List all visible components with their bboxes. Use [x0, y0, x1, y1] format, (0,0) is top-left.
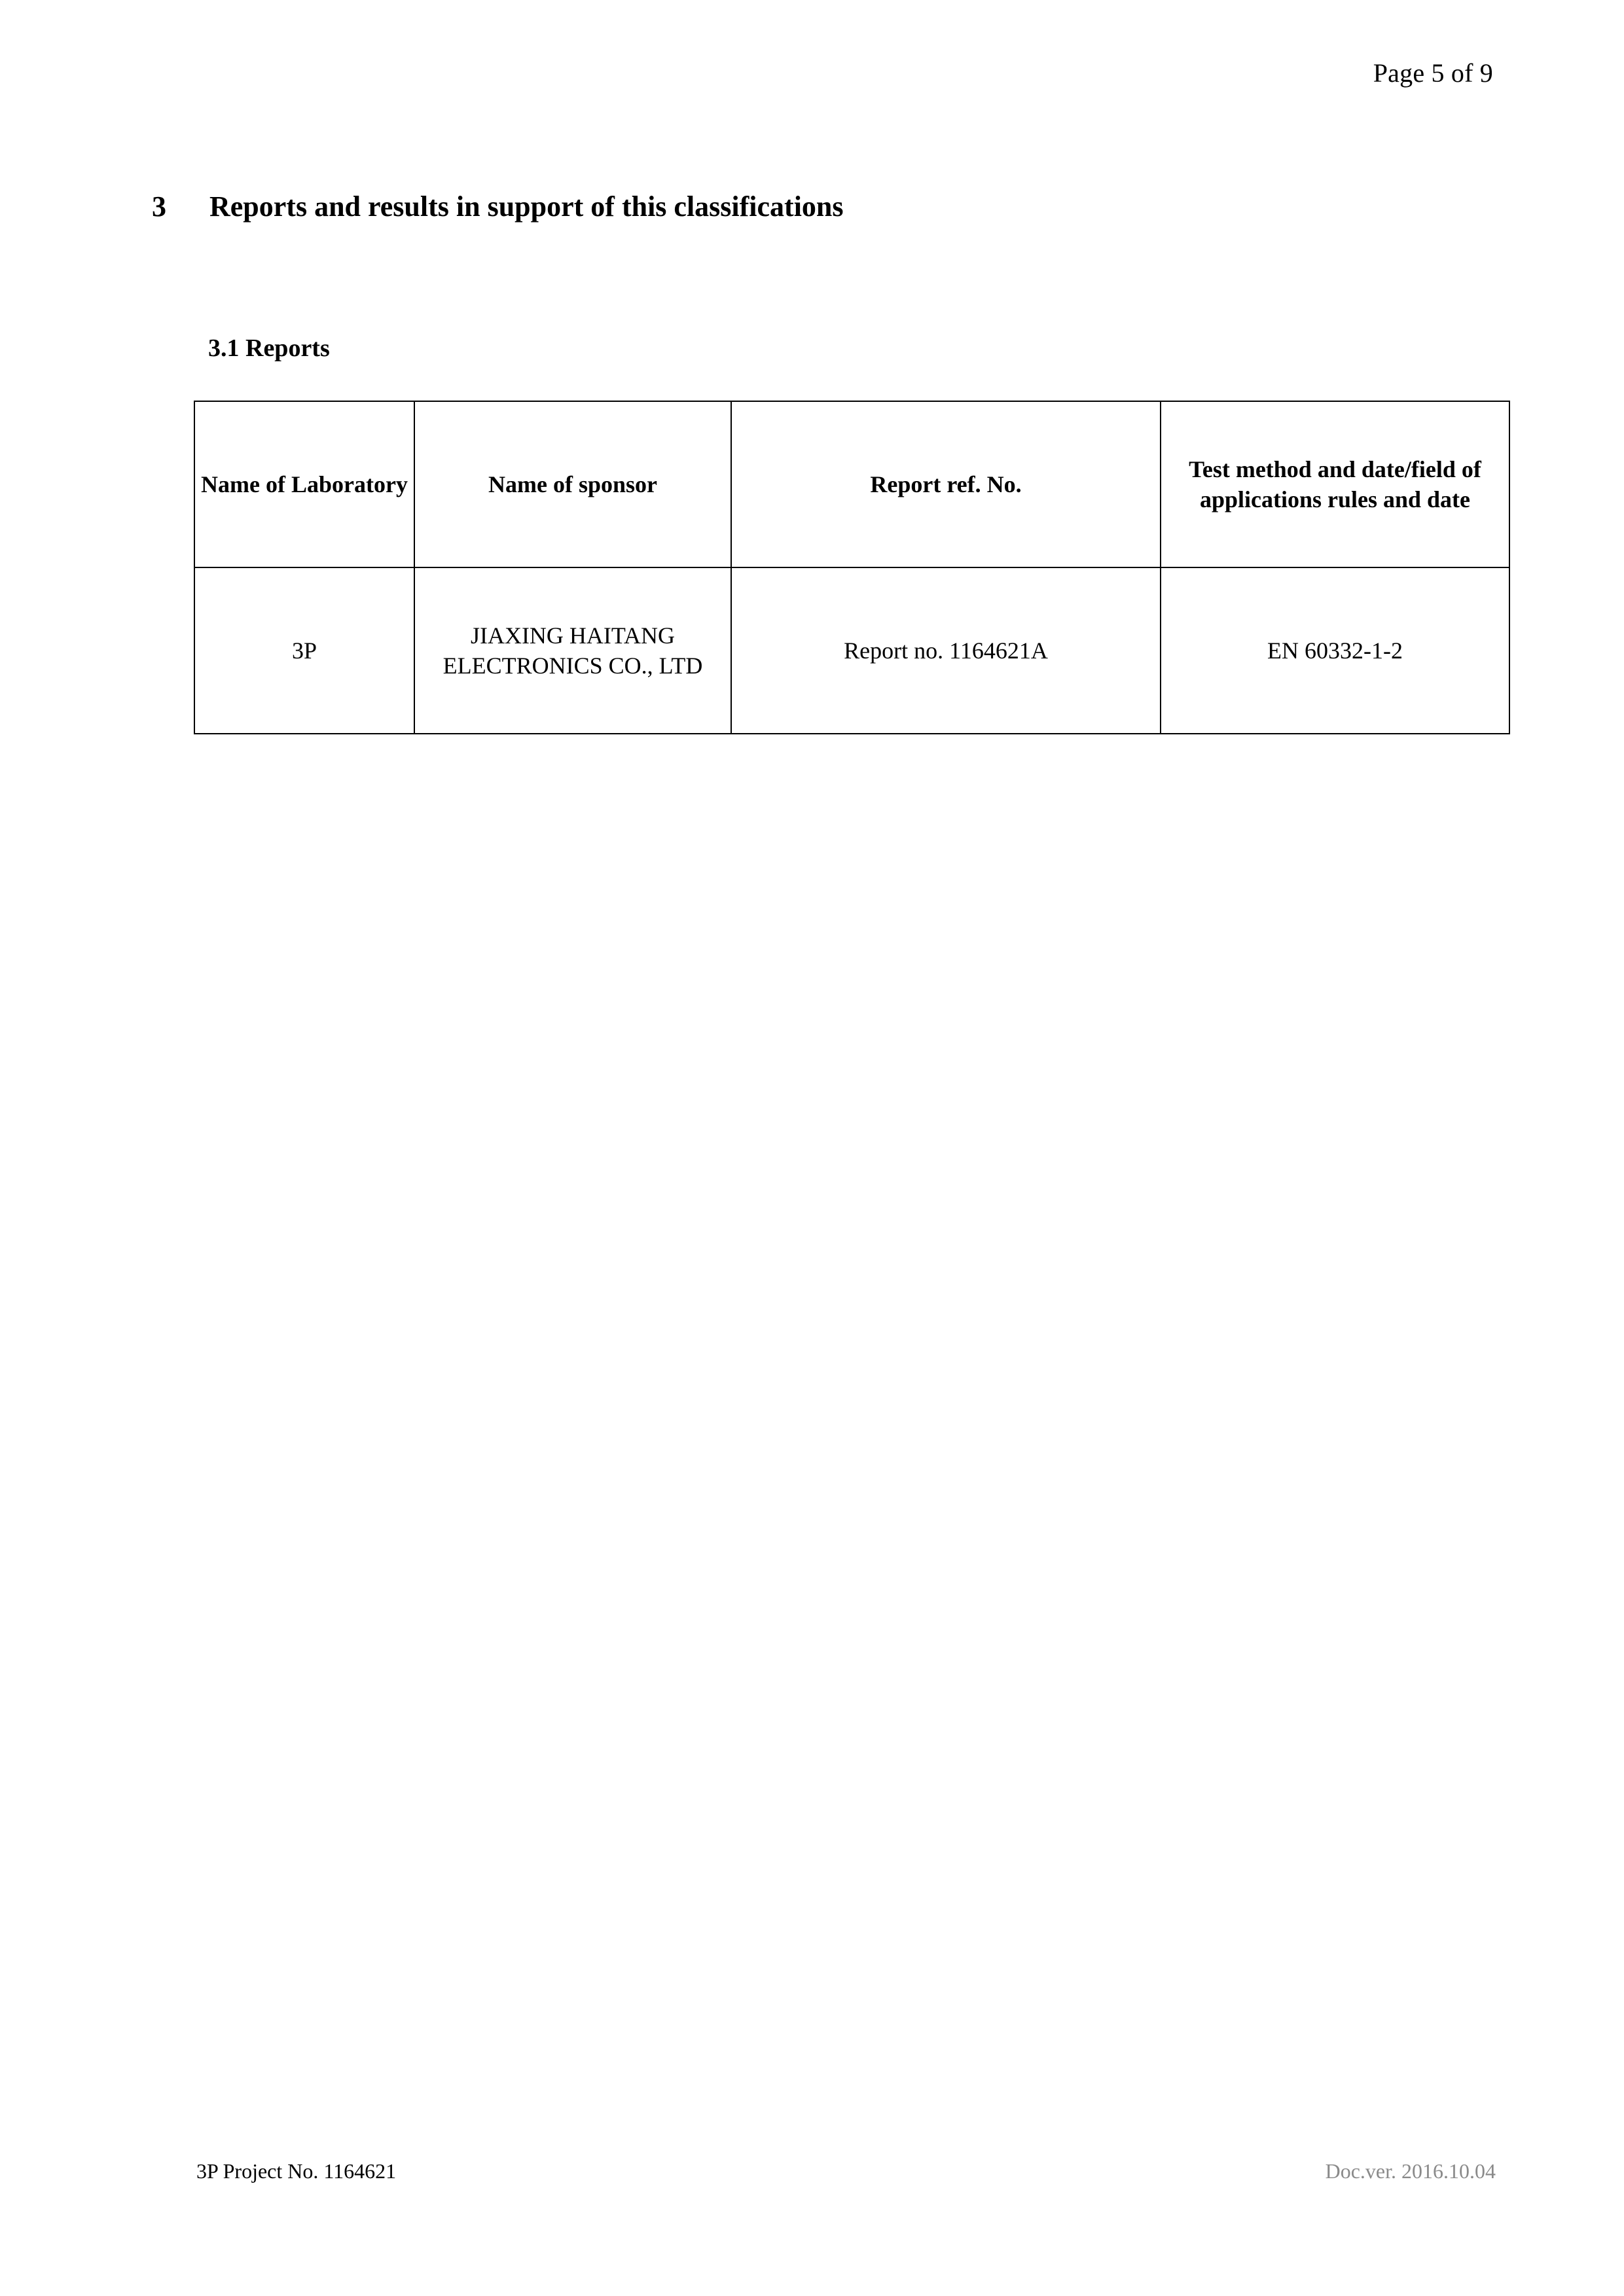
column-header-report-ref: Report ref. No. [731, 401, 1161, 567]
cell-laboratory: 3P [194, 567, 414, 734]
cell-report-ref: Report no. 1164621A [731, 567, 1161, 734]
subsection-heading: 3.1 Reports [208, 334, 330, 362]
table-row [194, 567, 1509, 734]
cell-sponsor: JIAXING HAITANG ELECTRONICS CO., LTD [414, 567, 731, 734]
footer-doc-version: Doc.ver. 2016.10.04 [1325, 2159, 1496, 2183]
table-header-row [194, 401, 1509, 567]
section-number: 3 [152, 190, 166, 223]
page-title: Reports and results in support of this classifications [209, 190, 844, 223]
reports-table [194, 401, 1510, 734]
column-header-sponsor: Name of sponsor [414, 401, 731, 567]
footer-project-number: 3P Project No. 1164621 [196, 2159, 397, 2183]
page-number-label: Page 5 of 9 [1373, 58, 1493, 88]
section-heading [152, 190, 844, 223]
cell-test-method: EN 60332-1-2 [1161, 567, 1509, 734]
column-header-laboratory: Name of Laboratory [194, 401, 414, 567]
column-header-test-method: Test method and date/field of applications rules and date [1161, 401, 1509, 567]
